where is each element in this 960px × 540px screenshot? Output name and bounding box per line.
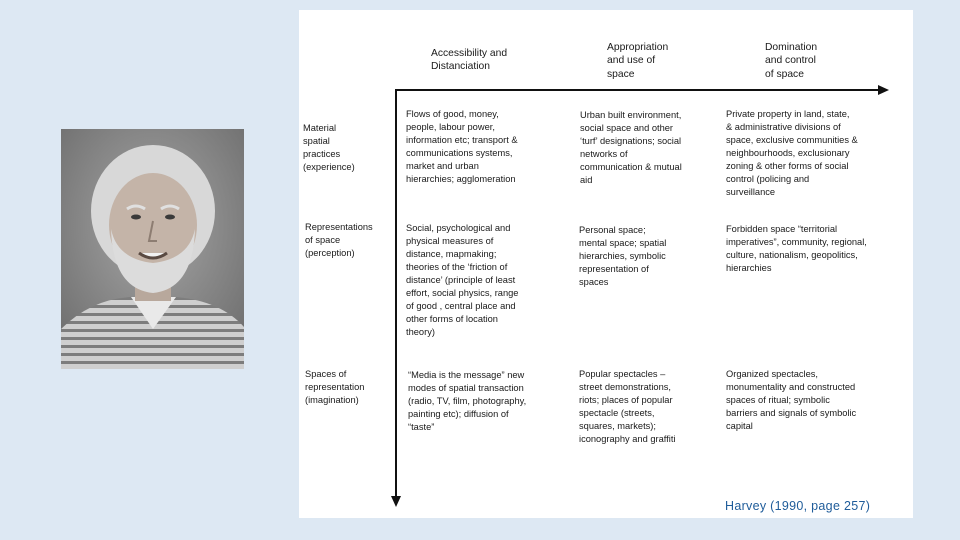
cell-spaces-accessibility: “Media is the message” new modes of spatial transaction (radio, TV, film, photography, painting etc); diffusion of “taste”: [408, 370, 527, 432]
column-header-domination: Domination and control of space: [765, 42, 818, 80]
harvey-grid-panel: [299, 10, 913, 518]
cell-spaces-appropriation: Popular spectacles – street demonstrations, riots; places of popular spectacle (streets, squares, markets); iconography and graffiti: [579, 369, 676, 444]
column-header-accessibility: Accessibility and Distanciation: [431, 48, 508, 73]
cell-representations-domination: Forbidden space “territorial imperatives”, community, regional, culture, nationalism, geopolitics, hierarchies: [726, 224, 867, 273]
row-label-representations-of-space: Representations of space (perception): [305, 222, 373, 258]
cell-material-appropriation: Urban built environment, social space and other ‘turf’ designations; social networks of communication & mutual aid: [580, 110, 682, 185]
citation: Harvey (1990, page 257): [725, 499, 871, 513]
cell-material-domination: Private property in land, state, & administrative divisions of space, exclusive communities & neighbourhoods, exclusionary zoning & other forms of social control (policing and surveillance: [726, 109, 858, 197]
cell-representations-appropriation: Personal space; mental space; spatial hierarchies, symbolic representation of spaces: [579, 225, 667, 287]
row-label-material-spatial-practices: Material spatial practices (experience): [303, 123, 355, 172]
portrait-illustration: [61, 129, 244, 369]
cell-material-accessibility: Flows of good, money, people, labour power, information etc; transport & communications systems, market and urban hierarchies; agglomeration: [406, 109, 518, 184]
cell-representations-accessibility: Social, psychological and physical measures of distance, mapmaking; theories of the ‘friction of distance’ (principle of least effort, social physics, range of good , central place and other forms of location theory): [406, 223, 519, 337]
portrait-photo: [61, 129, 244, 369]
row-label-spaces-of-representation: Spaces of representation (imagination): [305, 369, 365, 405]
cell-spaces-domination: Organized spectacles, monumentality and constructed spaces of ritual; symbolic barriers and signals of symbolic capital: [726, 369, 857, 431]
column-header-appropriation: Appropriation and use of space: [607, 42, 669, 80]
